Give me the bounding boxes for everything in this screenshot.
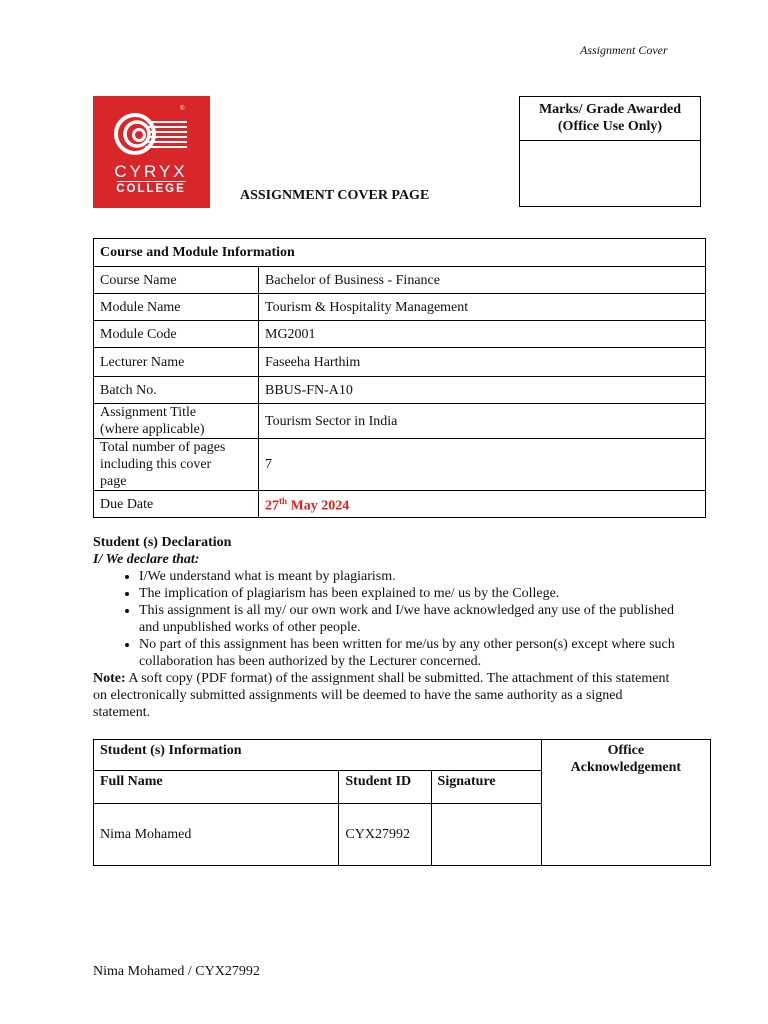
note-label: Note: — [93, 671, 126, 686]
row-label-line: (where applicable) — [100, 422, 205, 437]
row-value: 7 — [259, 439, 706, 491]
row-label — [94, 439, 259, 491]
declaration-section — [93, 534, 683, 721]
row-label: Batch No. — [94, 377, 259, 404]
table-row — [94, 348, 706, 377]
footer: Nima Mohamed / CYX27992 — [93, 964, 260, 979]
row-label: Module Name — [94, 294, 259, 321]
table-row — [94, 491, 706, 518]
marks-box — [519, 96, 701, 207]
table-row — [94, 294, 706, 321]
logo-text-college: COLLEGE — [116, 183, 186, 195]
row-value: Faseeha Harthim — [259, 348, 706, 377]
due-date-day: 27 — [265, 498, 279, 514]
list-item: • This assignment is all my/ our own work and I/we have acknowledged any use of the published and unpublished works of other people. — [139, 602, 683, 636]
col-student-id: Student ID — [339, 771, 431, 804]
table-row — [94, 439, 706, 491]
marks-box-line2: (Office Use Only) — [557, 119, 663, 134]
college-logo-icon — [93, 96, 210, 208]
logo-text-cyryx: CYRYX — [114, 162, 188, 181]
declaration-title: Student (s) Declaration — [93, 535, 232, 550]
course-info-table — [93, 238, 706, 518]
row-label: Course Name — [94, 267, 259, 294]
marks-box-heading — [520, 97, 700, 141]
row-label-line: page — [100, 474, 127, 489]
row-label-line: Assignment Title — [100, 405, 197, 420]
row-label — [94, 404, 259, 439]
row-label: Lecturer Name — [94, 348, 259, 377]
table-row — [94, 321, 706, 348]
office-acknowledgement — [541, 740, 710, 866]
table-row — [94, 404, 706, 439]
col-signature: Signature — [431, 771, 541, 804]
row-value: MG2001 — [259, 321, 706, 348]
table-row — [94, 267, 706, 294]
student-info-heading: Student (s) Information — [94, 740, 542, 771]
student-name: Nima Mohamed — [94, 804, 339, 866]
office-line1: Office — [607, 743, 645, 758]
course-info-heading: Course and Module Information — [94, 239, 706, 267]
registered-mark: ® — [180, 106, 185, 112]
due-date-value — [259, 491, 706, 518]
row-value: BBUS-FN-A10 — [259, 377, 706, 404]
row-label: Module Code — [94, 321, 259, 348]
declaration-subtitle: I/ We declare that: — [93, 552, 200, 567]
due-date-label: Due Date — [94, 491, 259, 518]
student-info-table — [93, 739, 711, 866]
row-label-line: Total number of pages — [100, 440, 226, 455]
table-row — [94, 377, 706, 404]
page-title: ASSIGNMENT COVER PAGE — [240, 188, 430, 203]
due-date-rest: May 2024 — [287, 498, 350, 514]
row-value: Tourism Sector in India — [259, 404, 706, 439]
row-label-line: including this cover — [100, 457, 212, 472]
col-full-name: Full Name — [94, 771, 339, 804]
list-item: • I/We understand what is meant by plagiarism. — [139, 568, 683, 585]
table-header-row — [94, 239, 706, 267]
row-value: Bachelor of Business - Finance — [259, 267, 706, 294]
student-signature — [431, 804, 541, 866]
note-text: A soft copy (PDF format) of the assignment shall be submitted. The attachment of this statement on electronically submitted assignments will be deemed to have the same authority as a signed statement. — [93, 671, 670, 720]
marks-box-line1: Marks/ Grade Awarded — [538, 102, 682, 117]
list-item: • No part of this assignment has been written for me/us by any other person(s) except where such collaboration has been authorized by the Lecturer concerned. — [139, 636, 683, 670]
student-id: CYX27992 — [339, 804, 431, 866]
due-date-suffix: th — [279, 496, 288, 507]
declaration-list — [93, 568, 683, 670]
row-value: Tourism & Hospitality Management — [259, 294, 706, 321]
table-row — [94, 740, 711, 771]
college-logo — [93, 96, 210, 208]
declaration-note — [93, 670, 683, 721]
list-item: • The implication of plagiarism has been explained to me/ us by the College. — [139, 585, 683, 602]
office-line2: Acknowledgement — [570, 760, 682, 775]
header-note: Assignment Cover — [580, 43, 668, 57]
